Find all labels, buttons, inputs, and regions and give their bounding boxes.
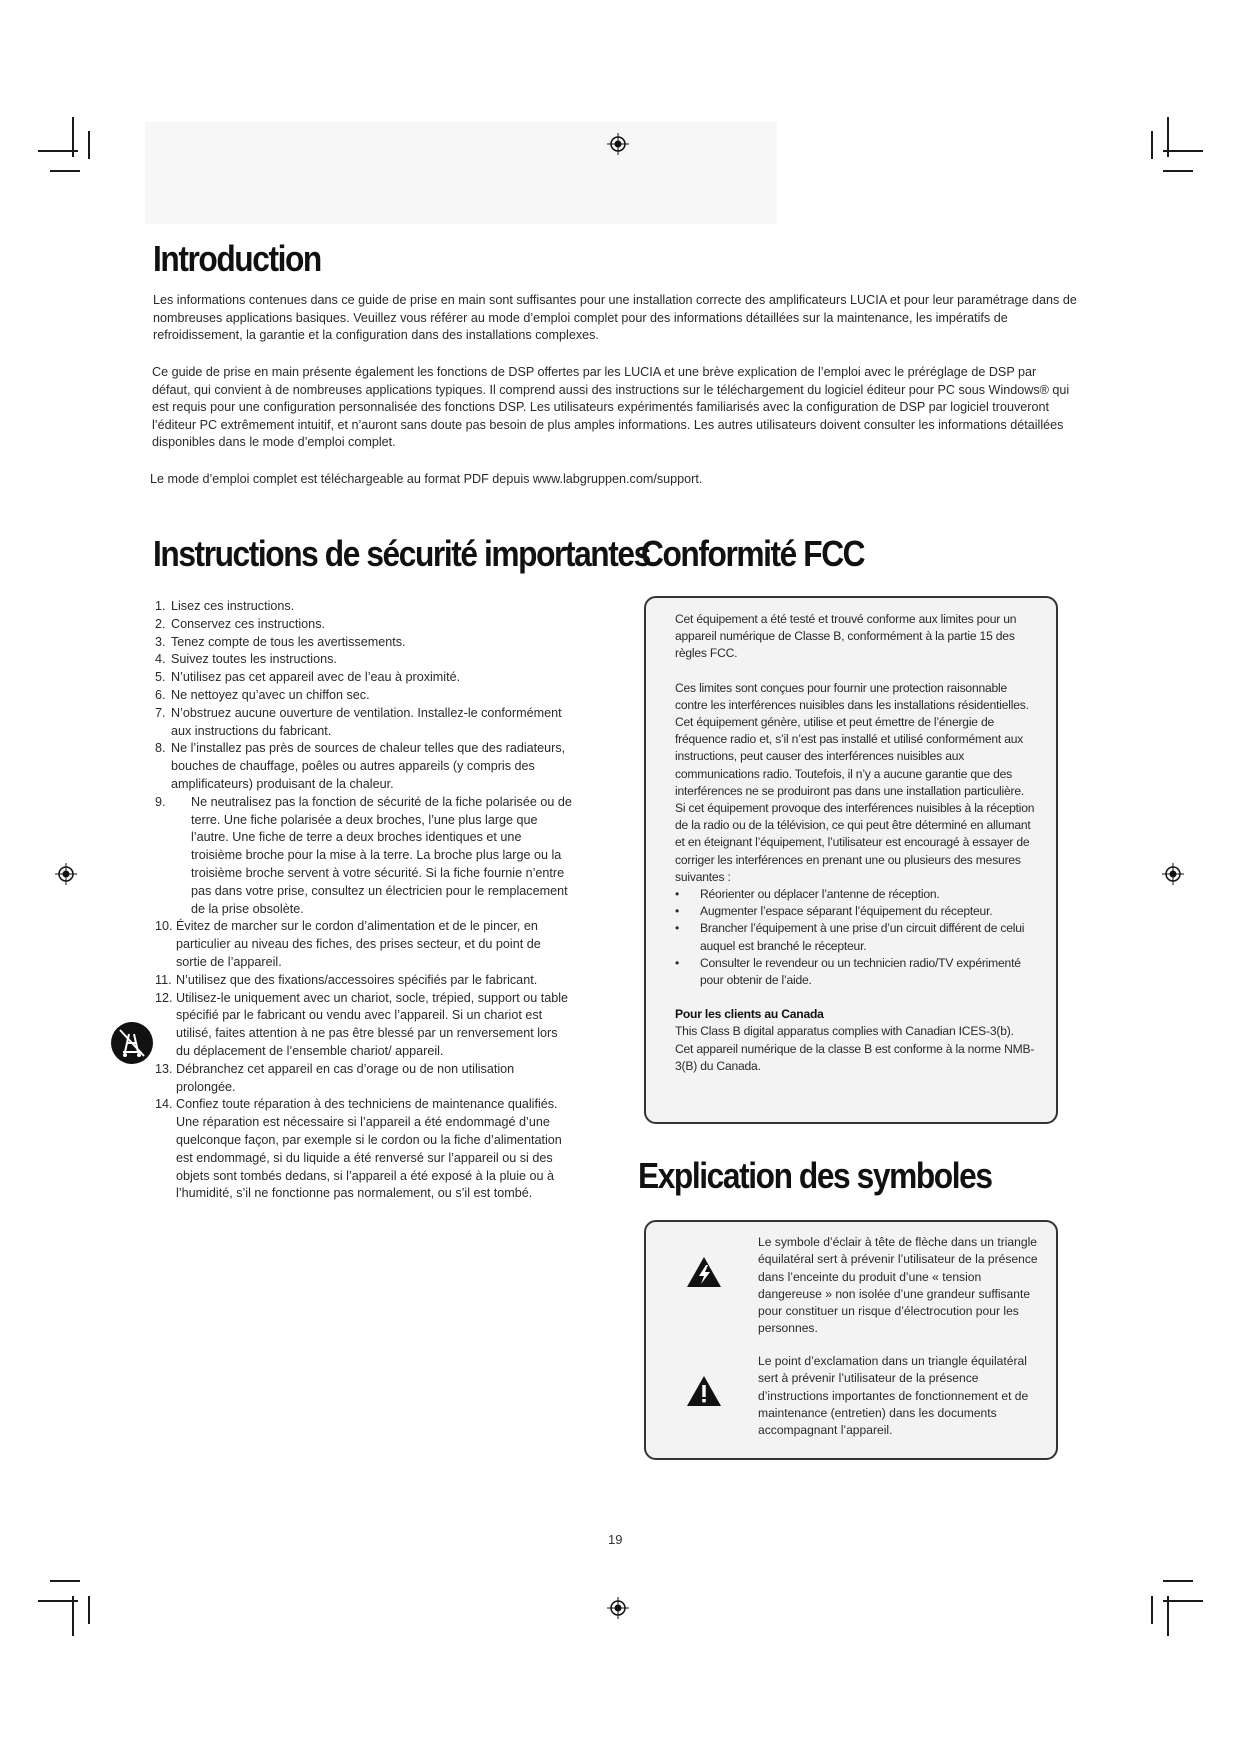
list-item: • Réorienter ou déplacer l’antenne de réception. bbox=[675, 886, 1037, 903]
list-item: 1. Lisez ces instructions. bbox=[155, 599, 295, 613]
fcc-box bbox=[644, 596, 1058, 1124]
list-item: 2. Conservez ces instructions. bbox=[155, 616, 325, 631]
safety-title: Instructions de sécurité importantes bbox=[153, 533, 650, 574]
fcc-paragraph: Cet équipement a été testé et trouvé conforme aux limites pour un appareil numérique de Classe B, conformément à la partie 15 des règles FCC. bbox=[675, 612, 1017, 661]
list-item: 13. Débranchez cet appareil en cas d’orage ou de non utilisation prolongée. bbox=[155, 1061, 515, 1094]
list-item: 10. Évitez de marcher sur le cordon d’alimentation et de le pincer, en particulier au niveau des fiches, des prises secteur, et du point de sortie de l’appareil. bbox=[155, 919, 541, 969]
symbol-description: Le symbole d’éclair à tête de flèche dans un triangle équilatéral sert à prévenir l’utilisateur de la présence dans l’enceinte du produit d’une « tension dangereuse » non isolée d’une grandeur suffisante pour constituer un risque d’électrocution pour les personnes. bbox=[758, 1235, 1038, 1336]
list-item: 4. Suivez toutes les instructions. bbox=[155, 652, 337, 667]
list-item: 7. N’obstruez aucune ouverture de ventilation. Installez-le conformément aux instructions du fabricant. bbox=[155, 705, 562, 738]
canada-heading: Pour les clients au Canada bbox=[675, 1007, 824, 1022]
page-number: 19 bbox=[608, 1532, 623, 1547]
symbols-box bbox=[644, 1220, 1058, 1460]
list-item: • Consulter le revendeur ou un technicien radio/TV expérimenté pour obtenir de l’aide. bbox=[675, 955, 1037, 989]
list-item: 5. N’utilisez pas cet appareil avec de l’eau à proximité. bbox=[155, 670, 461, 685]
introduction-paragraph: Ce guide de prise en main présente également les fonctions de DSP offertes par les LUCIA et une brève explication de l’emploi avec le préréglage de DSP par défaut, qui convient à de nombreuses applications typiques. Il comprend aussi des instructions sur le téléchargement du logiciel éditeur pour PC sous Windows® qui est requis pour une configuration personnalisée des fonctions DSP. Les utilisateurs expérimentés familiarisés avec la configuration de DSP par logiciel trouveront l’éditeur PC extrêmement intuitif, et n’auront sans doute pas besoin de plus amples informations. Les autres utilisateurs doivent consulter les informations détaillées disponibles dans le mode d’emploi complet. bbox=[152, 365, 1070, 449]
fcc-paragraph: Ces limites sont conçues pour fournir une protection raisonnable contre les interférences nuisibles dans les installations résidentielles. Cet équipement génère, utilise et peut émettre de l’énergie de fréquence radio et, s’il n’est pas installé et utilisé conformément aux instructions, peut causer des interférences nuisibles aux communications radio. Toutefois, il n’y a aucune garantie que des interférences ne se produiront pas dans une installation particulière. Si cet équipement provoque des interférences nuisibles à la réception de la radio ou de la télévision, ce qui peut être déterminé en allumant et en éteignant l’équipement, l’utilisateur est encouragé à essayer de corriger les interférences en prenant une ou plusieurs des mesures suivantes : bbox=[675, 680, 1035, 884]
registration-mark-icon bbox=[607, 1597, 629, 1619]
symbol-description: Le point d’exclamation dans un triangle équilatéral sert à prévenir l’utilisateur de la présence d’instructions importantes de fonctionnement et de maintenance (entretien) dans les documents accompagnant l’appareil. bbox=[758, 1354, 1029, 1438]
introduction-title: Introduction bbox=[153, 238, 321, 279]
list-item: 12. Utilisez-le uniquement avec un chariot, socle, trépied, support ou table spécifié par le fabricant ou vendu avec l’appareil. Si un chariot est utilisé, faites attention à ne pas être blessé par un renversement lors du déplacement de l’ensemble chariot/ appareil. bbox=[155, 990, 569, 1058]
list-item: • Brancher l’équipement à une prise d’un circuit différent de celui auquel est branché le récepteur. bbox=[675, 920, 1037, 954]
lightning-triangle-icon bbox=[686, 1256, 722, 1288]
introduction-paragraph: Le mode d’emploi complet est téléchargeable au format PDF depuis www.labgruppen.com/support. bbox=[150, 472, 703, 486]
list-item: 8. Ne l’installez pas près de sources de chaleur telles que des radiateurs, bouches de chauffage, poêles ou autres appareils (y compris des amplificateurs) produisant de la chaleur. bbox=[155, 741, 566, 791]
safety-list bbox=[155, 598, 575, 1203]
registration-mark-icon bbox=[1162, 863, 1184, 885]
registration-mark-icon bbox=[55, 863, 77, 885]
canada-text-fr: Cet appareil numérique de la classe B est conforme à la norme NMB-3(B) du Canada. bbox=[675, 1041, 1035, 1073]
list-item: • Augmenter l’espace séparant l’équipement du récepteur. bbox=[675, 903, 1037, 920]
list-item: 14. Confiez toute réparation à des techniciens de maintenance qualifiés. Une réparation est nécessaire si l’appareil a été endommagé d’une quelconque façon, par exemple si le cordon ou la fiche d’alimentation est endommagé, si du liquide a été renversé sur l’appareil ou si des objets sont tombés dedans, si l’appareil a été exposé à la pluie ou à l’humidité, s’il ne fonctionne pas normalement, ou s’il est tombé. bbox=[155, 1097, 562, 1201]
header-band bbox=[145, 122, 777, 224]
list-item: 11. N’utilisez que des fixations/accessoires spécifiés par le fabricant. bbox=[155, 972, 538, 987]
list-item: 6. Ne nettoyez qu’avec un chiffon sec. bbox=[155, 687, 370, 702]
list-item: 9. Ne neutralisez pas la fonction de sécurité de la fiche polarisée ou de terre. Une fiche polarisée a deux broches, l’une plus large que l’autre. Une fiche de terre a deux broches identiques et une troisième broche pour la mise à la terre. La broche plus large ou la troisième broche servent à votre sécurité. Si la fiche fournie n’entre pas dans votre prise, consultez un électricien pour le remplacement de la prise obsolète. bbox=[155, 794, 572, 916]
symbols-title: Explication des symboles bbox=[638, 1155, 992, 1196]
cart-warning-icon bbox=[110, 1021, 154, 1065]
introduction-paragraph: Les informations contenues dans ce guide de prise en main sont suffisantes pour une installation correcte des amplificateurs LUCIA et pour leur paramétrage dans de nombreuses applications basiques. Veuillez vous référer au mode d’emploi complet pour des informations détaillées sur la maintenance, les impératifs de refroidissement, la garantie et la configuration dans des installations complexes. bbox=[153, 293, 1077, 342]
list-item: 3. Tenez compte de tous les avertissements. bbox=[155, 634, 406, 649]
fcc-title: Conformité FCC bbox=[641, 533, 865, 574]
canada-text-en: This Class B digital apparatus complies with Canadian ICES-3(b). bbox=[675, 1024, 1014, 1039]
exclamation-triangle-icon bbox=[686, 1375, 722, 1407]
registration-mark-icon bbox=[607, 133, 629, 155]
